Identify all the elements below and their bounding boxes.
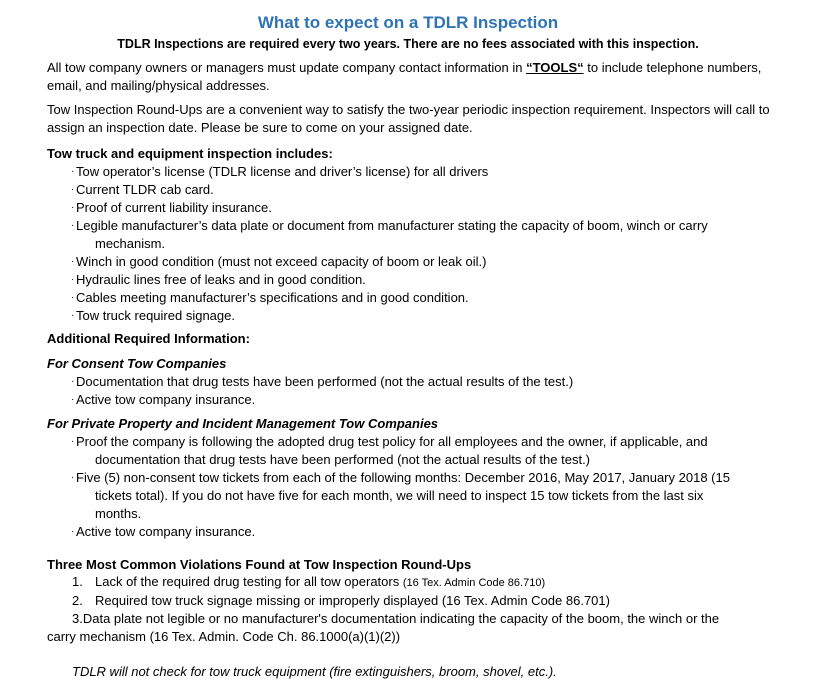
intro-paragraph-roundups: Tow Inspection Round-Ups are a convenient way to satisfy the two-year periodic inspection requirement. Inspectors will call to assign an inspection date. Please be sure to come on your assigned date. xyxy=(47,102,770,135)
list-item: · Proof of current liability insurance. xyxy=(71,200,272,215)
consent-list xyxy=(72,373,772,409)
intro-text-before: All tow company owners or managers must update company contact information in xyxy=(47,60,527,75)
private-property-list xyxy=(72,433,772,541)
bullet-icon: · xyxy=(71,394,75,405)
bullet-icon: · xyxy=(71,184,75,195)
consent-heading: For Consent Tow Companies xyxy=(47,356,227,371)
equipment-note: TDLR will not check for tow truck equipment (fire extinguishers, broom, shovel, etc.). xyxy=(72,664,557,679)
list-item: · Five (5) non-consent tow tickets from each of the following months: December 2016, May 2017, January 2018 (15 tickets total). If you do not have five for each month, we will need to inspect 15 tow tickets from the last six months. xyxy=(71,470,730,521)
equipment-heading: Tow truck and equipment inspection includes: xyxy=(47,146,333,161)
bullet-icon: · xyxy=(71,472,75,483)
list-item: · Active tow company insurance. xyxy=(71,392,256,407)
bullet-icon: · xyxy=(71,376,75,387)
bullet-icon: · xyxy=(71,220,75,231)
bullet-icon: · xyxy=(71,256,75,267)
violation-item-1: 1. Lack of the required drug testing for all tow operators (16 Tex. Admin Code 86.710) xyxy=(72,574,546,589)
bullet-icon: · xyxy=(71,166,75,177)
list-item: · Proof the company is following the adopted drug test policy for all employees and the owner, if applicable, and documentation that drug tests have been performed (not the actual results of the test.) xyxy=(71,434,708,467)
tools-link[interactable]: “TOOLS“ xyxy=(526,60,584,75)
equipment-list xyxy=(72,163,772,325)
list-item: · Winch in good condition (must not exceed capacity of boom or leak oil.) xyxy=(71,254,487,269)
violation-number: 3. xyxy=(72,611,83,626)
list-item: · Current TLDR cab card. xyxy=(71,182,214,197)
private-property-heading: For Private Property and Incident Management Tow Companies xyxy=(47,416,439,431)
code-reference: (16 Tex. Admin Code 86.710) xyxy=(402,577,546,589)
list-item: · Tow truck required signage. xyxy=(71,308,235,323)
bullet-icon: · xyxy=(71,310,75,321)
violation-number: 2. xyxy=(72,593,83,608)
list-item: · Documentation that drug tests have been performed (not the actual results of the test.) xyxy=(71,374,574,389)
list-item: · Active tow company insurance. xyxy=(71,524,256,539)
violation-item-3: 3.Data plate not legible or no manufacturer's documentation indicating the capacity of the boom, the winch or the carry mechanism (16 Tex. Admin. Code Ch. 86.1000(a)(1)(2)) xyxy=(47,611,720,644)
bullet-icon: · xyxy=(71,202,75,213)
bullet-icon: · xyxy=(71,292,75,303)
list-item: · Cables meeting manufacturer’s specifications and in good condition. xyxy=(71,290,469,305)
page-subtitle: TDLR Inspections are required every two years. There are no fees associated with this inspection. xyxy=(117,37,699,51)
bullet-icon: · xyxy=(71,526,75,537)
violation-number: 1. xyxy=(72,574,83,589)
intro-paragraph-contact xyxy=(47,59,787,95)
intro-text-after: to include telephone numbers, email, and mailing/physical addresses. xyxy=(47,60,762,93)
bullet-icon: · xyxy=(71,274,75,285)
violations-heading: Three Most Common Violations Found at Tow Inspection Round-Ups xyxy=(47,557,472,572)
list-item: · Tow operator’s license (TDLR license and driver’s license) for all drivers xyxy=(71,164,489,179)
bullet-icon: · xyxy=(71,436,75,447)
additional-heading: Additional Required Information: xyxy=(47,331,250,346)
page-title: What to expect on a TDLR Inspection xyxy=(257,13,559,32)
violation-item-2: 2. Required tow truck signage missing or improperly displayed (16 Tex. Admin Code 86.701) xyxy=(72,593,610,608)
list-item: · Hydraulic lines free of leaks and in good condition. xyxy=(71,272,366,287)
list-item: · Legible manufacturer’s data plate or document from manufacturer stating the capacity of boom, winch or carry mechanism. xyxy=(71,218,708,251)
